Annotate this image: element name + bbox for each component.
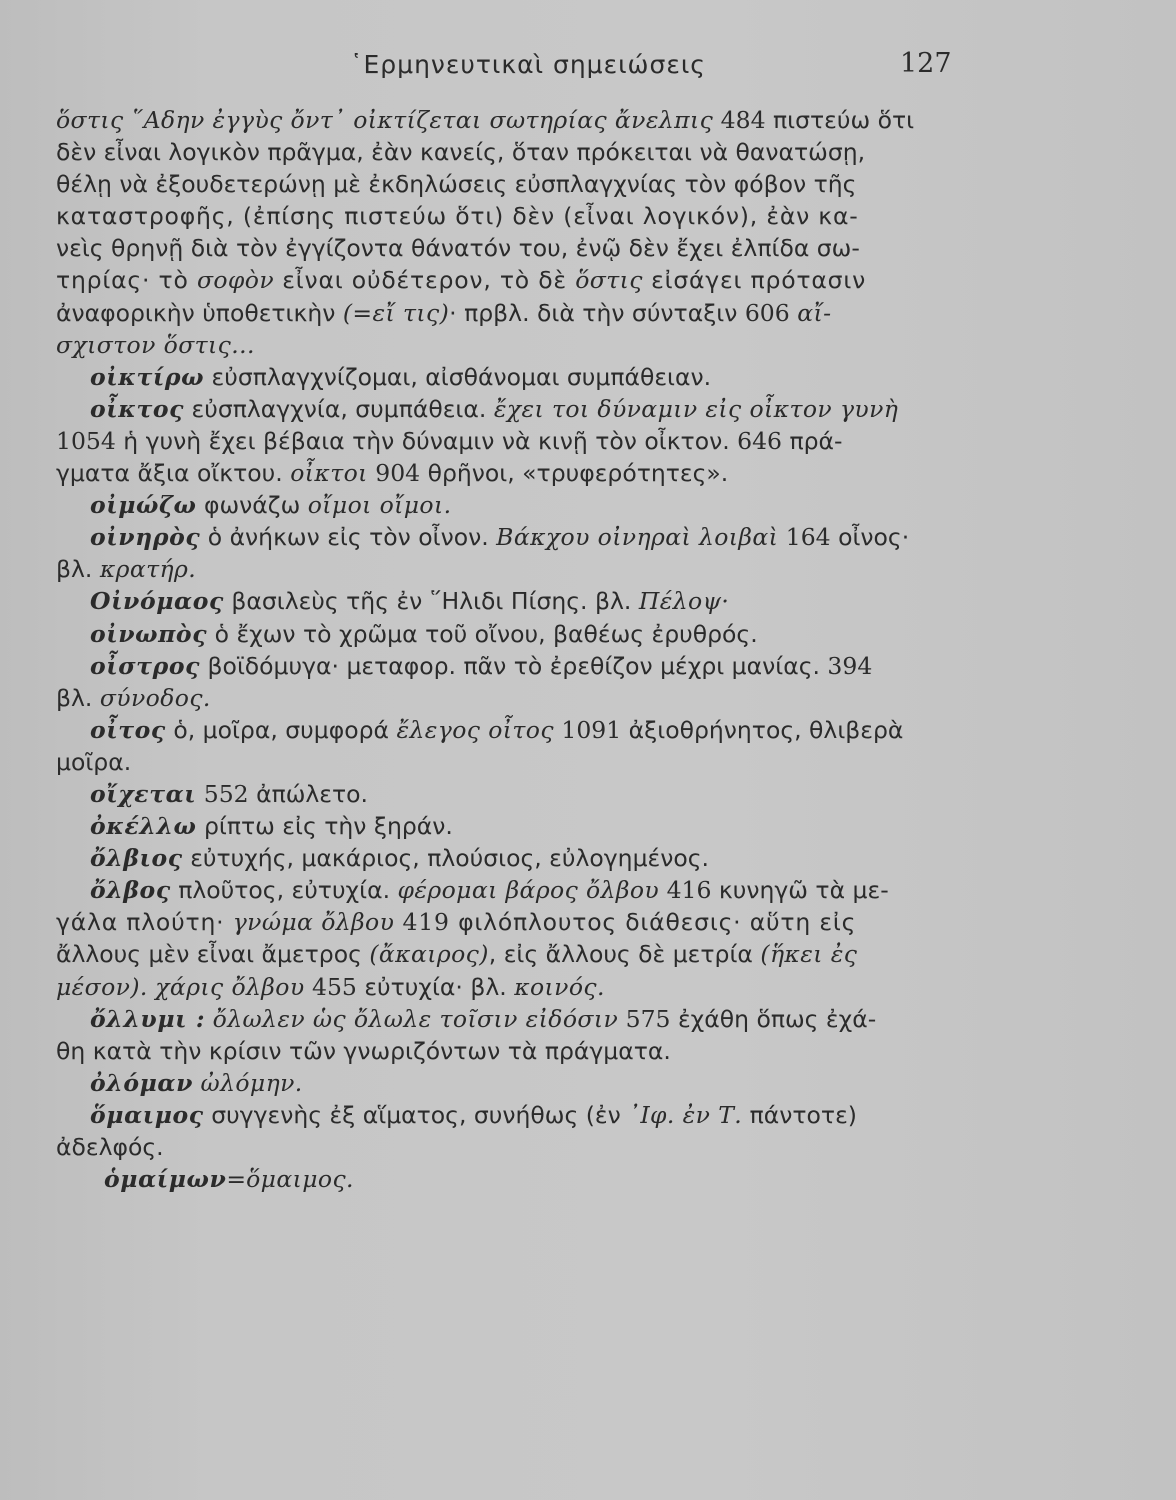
gloss: πιστεύω ὅτι (773, 106, 915, 134)
quotation: σχιστον ὅστις... (56, 330, 255, 359)
gloss: · πρβλ. διὰ τὴν σύνταξιν (449, 298, 745, 327)
gloss (305, 973, 312, 1001)
gloss: μοῖρα. (56, 747, 132, 776)
quotation: μέσον). (56, 972, 148, 1001)
text-line (56, 136, 992, 168)
quotation: γνώμα ὄλβου (232, 908, 395, 937)
glossary-entry (56, 1067, 992, 1099)
text-line (56, 104, 992, 136)
gloss (778, 523, 785, 551)
gloss: εὐτυχής, μακάριος, πλούσιος, εὐλογημένος. (182, 844, 709, 873)
headword: ὁμαίμων (104, 1165, 227, 1194)
glossary-entry (56, 1099, 992, 1131)
verse-number: 606 (744, 298, 790, 327)
gloss: εἶναι οὐδέτερον, τὸ δὲ (274, 266, 576, 295)
gloss: κυνηγῶ τὰ με- (711, 876, 889, 905)
cross-reference: ὅμαιμος. (246, 1165, 354, 1194)
quotation: ἔχει τοι δύναμιν εἰς οἶκτον γυνὴ (493, 394, 899, 423)
glossary-entry (56, 778, 992, 810)
quotation: Βάκχου οἰνηραὶ λοιβαὶ (496, 523, 779, 552)
gloss: βασιλεὺς τῆς ἐν ῞Ηλιδι Πίσης. βλ. (223, 587, 639, 616)
text-line (56, 457, 992, 489)
text-line (56, 746, 992, 778)
headword: ὀκέλλω (90, 812, 197, 841)
verse-number: 164 (785, 523, 831, 552)
quotation: χάρις ὄλβου (155, 972, 305, 1001)
glossary-entry (56, 521, 992, 553)
headword: ὄλβος (90, 876, 171, 905)
verse-number: 1091 (561, 715, 622, 744)
text-line (56, 232, 992, 264)
glossary-entry (56, 650, 992, 682)
glossary-entry (56, 618, 992, 650)
gloss: συγγενὴς ἐξ αἵματος, συνήθως (ἐν (203, 1100, 629, 1129)
glossary-entry (56, 810, 992, 842)
gloss: νεὶς θρηνῇ διὰ τὸν ἐγγίζοντα θάνατόν του, ἐνῷ δὲν ἔχει ἐλπίδα σω- (56, 234, 860, 263)
text-line (56, 1035, 992, 1067)
gloss: ἀδελφός. (56, 1133, 164, 1161)
gloss: ἡ γυνὴ ἔχει βέβαια τὴν δύναμιν νὰ κινῇ τὸν οἶκτον. (115, 426, 738, 455)
gloss: θη κατὰ τὴν κρίσιν τῶν γνωριζόντων τὰ πράγματα. (56, 1036, 671, 1065)
cross-reference: κρατήρ. (99, 555, 197, 584)
verse-number: 646 (737, 426, 783, 455)
glossary-entry (56, 393, 992, 425)
text-line (56, 329, 992, 361)
gloss (618, 1005, 625, 1033)
verse-number: 1054 (56, 426, 116, 455)
glossary-entry (56, 361, 992, 393)
gloss (196, 780, 203, 808)
headword: ὄλλυμι : (90, 1004, 206, 1033)
gloss: ἐχάθη ὅπως ἐχά- (670, 1004, 877, 1033)
headword: οἶστρος (90, 651, 200, 680)
text-line (56, 1131, 992, 1163)
gloss (193, 1069, 200, 1097)
gloss: δὲν εἶναι λογικὸν πρᾶγμα, ἐὰν κανείς, ὅταν πρόκειται νὰ θανατώσῃ, (56, 138, 866, 167)
headword: οἶκτος (90, 394, 185, 423)
gloss: εὐσπλαγχνία, συμπάθεια. (184, 394, 494, 423)
headword: οἰμώζω (90, 491, 197, 520)
text-line (56, 682, 992, 714)
glossary-entry (56, 585, 992, 617)
gloss: πρά- (782, 426, 843, 455)
verse-number: 552 (203, 779, 249, 808)
quotation: ᾽Ιφ. ἐν Τ. (628, 1100, 743, 1129)
glossary-entry (56, 842, 992, 874)
running-head: ῾Ερμηνευτικαὶ σημειώσεις (350, 50, 706, 79)
quotation: οἴμοι οἴμοι. (307, 491, 452, 520)
gloss: ὁ ἀνήκων εἰς τὸν οἶνον. (200, 523, 497, 552)
gloss (659, 876, 666, 904)
quotation: (ἄκαιρος) (369, 940, 489, 969)
glossary-text (56, 104, 992, 1195)
gloss: πλοῦτος, εὐτυχία. (170, 876, 398, 905)
gloss: εἰσάγει πρότασιν (642, 266, 866, 295)
gloss: φιλόπλουτος διάθεσις· αὕτη εἰς (449, 908, 857, 937)
gloss: , εἰς ἄλλους δὲ μετρία (488, 940, 761, 969)
headword: ὀλόμαν (90, 1068, 194, 1097)
gloss: θρῆνοι, «τρυφερότητες». (420, 459, 729, 488)
text-line (56, 425, 992, 457)
text-line (56, 200, 992, 232)
headword: οἰνωπὸς (90, 619, 208, 648)
text-line (56, 297, 992, 329)
glossary-entry (56, 714, 992, 746)
gloss: οἶνος· (830, 523, 910, 552)
gloss: ἄλλους μὲν εἶναι ἄμετρος (56, 940, 370, 969)
gloss: πάντοτε) (742, 1100, 857, 1129)
verse-number: 484 (713, 106, 773, 134)
verse-number: 904 (375, 459, 421, 488)
gloss: βλ. (56, 683, 100, 712)
verse-number: 419 (402, 908, 450, 937)
gloss: βλ. (56, 555, 100, 584)
quotation: ὅστις ῞Αδην ἐγγὺς ὄντ᾽ οἰκτίζεται σωτηρίας ἄνελπις (56, 106, 714, 134)
quotation: (ἥκει ἐς (760, 940, 858, 969)
gloss (205, 1005, 212, 1033)
verse-number: 416 (666, 876, 712, 905)
verse-number: 455 (312, 972, 357, 1001)
gloss: = (226, 1165, 247, 1194)
verse-number: 575 (625, 1004, 671, 1033)
gloss: ἀπώλετο. (248, 779, 369, 808)
verse-number: 394 (827, 651, 873, 680)
glossary-entry (56, 874, 992, 906)
quotation: ἔλεγος οἶτος (396, 715, 554, 744)
cross-reference: κοινός. (514, 972, 605, 1001)
glossary-entry (56, 1003, 992, 1035)
gloss: φωνάζω (196, 491, 308, 520)
headword: οἰκτίρω (90, 362, 205, 391)
gloss: τηρίας· τὸ (56, 266, 197, 295)
headword: οἴχεται (90, 779, 197, 808)
headword: ὅμαιμος (90, 1100, 204, 1129)
quotation: (=εἴ τις) (342, 298, 450, 327)
cross-reference: σύνοδος. (99, 683, 211, 712)
quotation: αἴ- (797, 298, 832, 327)
quotation: ὅστις (575, 266, 643, 295)
headword: ὄλβιος (90, 844, 183, 873)
gloss: ἀξιοθρήνητος, θλιβερὰ (621, 715, 904, 744)
text-line (56, 971, 992, 1003)
headword: οἰνηρὸς (90, 523, 201, 552)
text-line (56, 553, 992, 585)
gloss: ὁ ἔχων τὸ χρῶμα τοῦ οἴνου, βαθέως ἐρυθρός. (207, 619, 758, 648)
gloss: καταστροφῆς, (ἐπίσης πιστεύω ὅτι) δὲν (εἶναι λογικόν), ἐὰν κα- (56, 202, 859, 231)
gloss: ἀναφορικὴν ὑποθετικὴν (56, 298, 343, 327)
gloss: βοϊδόμυγα· μεταφορ. πᾶν τὸ ἐρεθίζον μέχρι μανίας. (200, 651, 828, 680)
quotation: οἶκτοι (290, 459, 368, 488)
headword: οἶτος (90, 715, 166, 744)
glossary-entry (56, 489, 992, 521)
glossary-entry (56, 1163, 992, 1195)
headword: Οἰνόμαος (90, 587, 224, 616)
cross-reference: Πέλοψ· (638, 587, 730, 616)
page-number: 127 (900, 48, 952, 79)
gloss: ὁ, μοῖρα, συμφορά (165, 715, 397, 744)
gloss (394, 908, 402, 936)
gloss: γάλα πλούτη· (56, 908, 233, 937)
gloss: γματα ἄξια οἴκτου. (56, 459, 291, 488)
quotation: ὄλωλεν ὡς ὄλωλε τοῖσιν εἰδόσιν (212, 1004, 619, 1033)
text-line (56, 264, 992, 296)
text-line (56, 906, 992, 938)
gloss: εὐτυχία· βλ. (356, 972, 515, 1001)
quotation: ὠλόμην. (200, 1068, 303, 1097)
gloss: εὐσπλαγχνίζομαι, αἰσθάνομαι συμπάθειαν. (204, 362, 712, 391)
gloss: ρίπτω εἰς τὴν ξηράν. (196, 812, 453, 841)
text-line (56, 168, 992, 200)
quotation: σοφὸν (196, 266, 275, 295)
text-line (56, 938, 992, 970)
gloss: θέλῃ νὰ ἐξουδετερώνῃ μὲ ἐκδηλώσεις εὐσπλαγχνίας τὸν φόβον τῆς (56, 170, 857, 199)
quotation: φέρομαι βάρος ὄλβου (397, 876, 660, 905)
